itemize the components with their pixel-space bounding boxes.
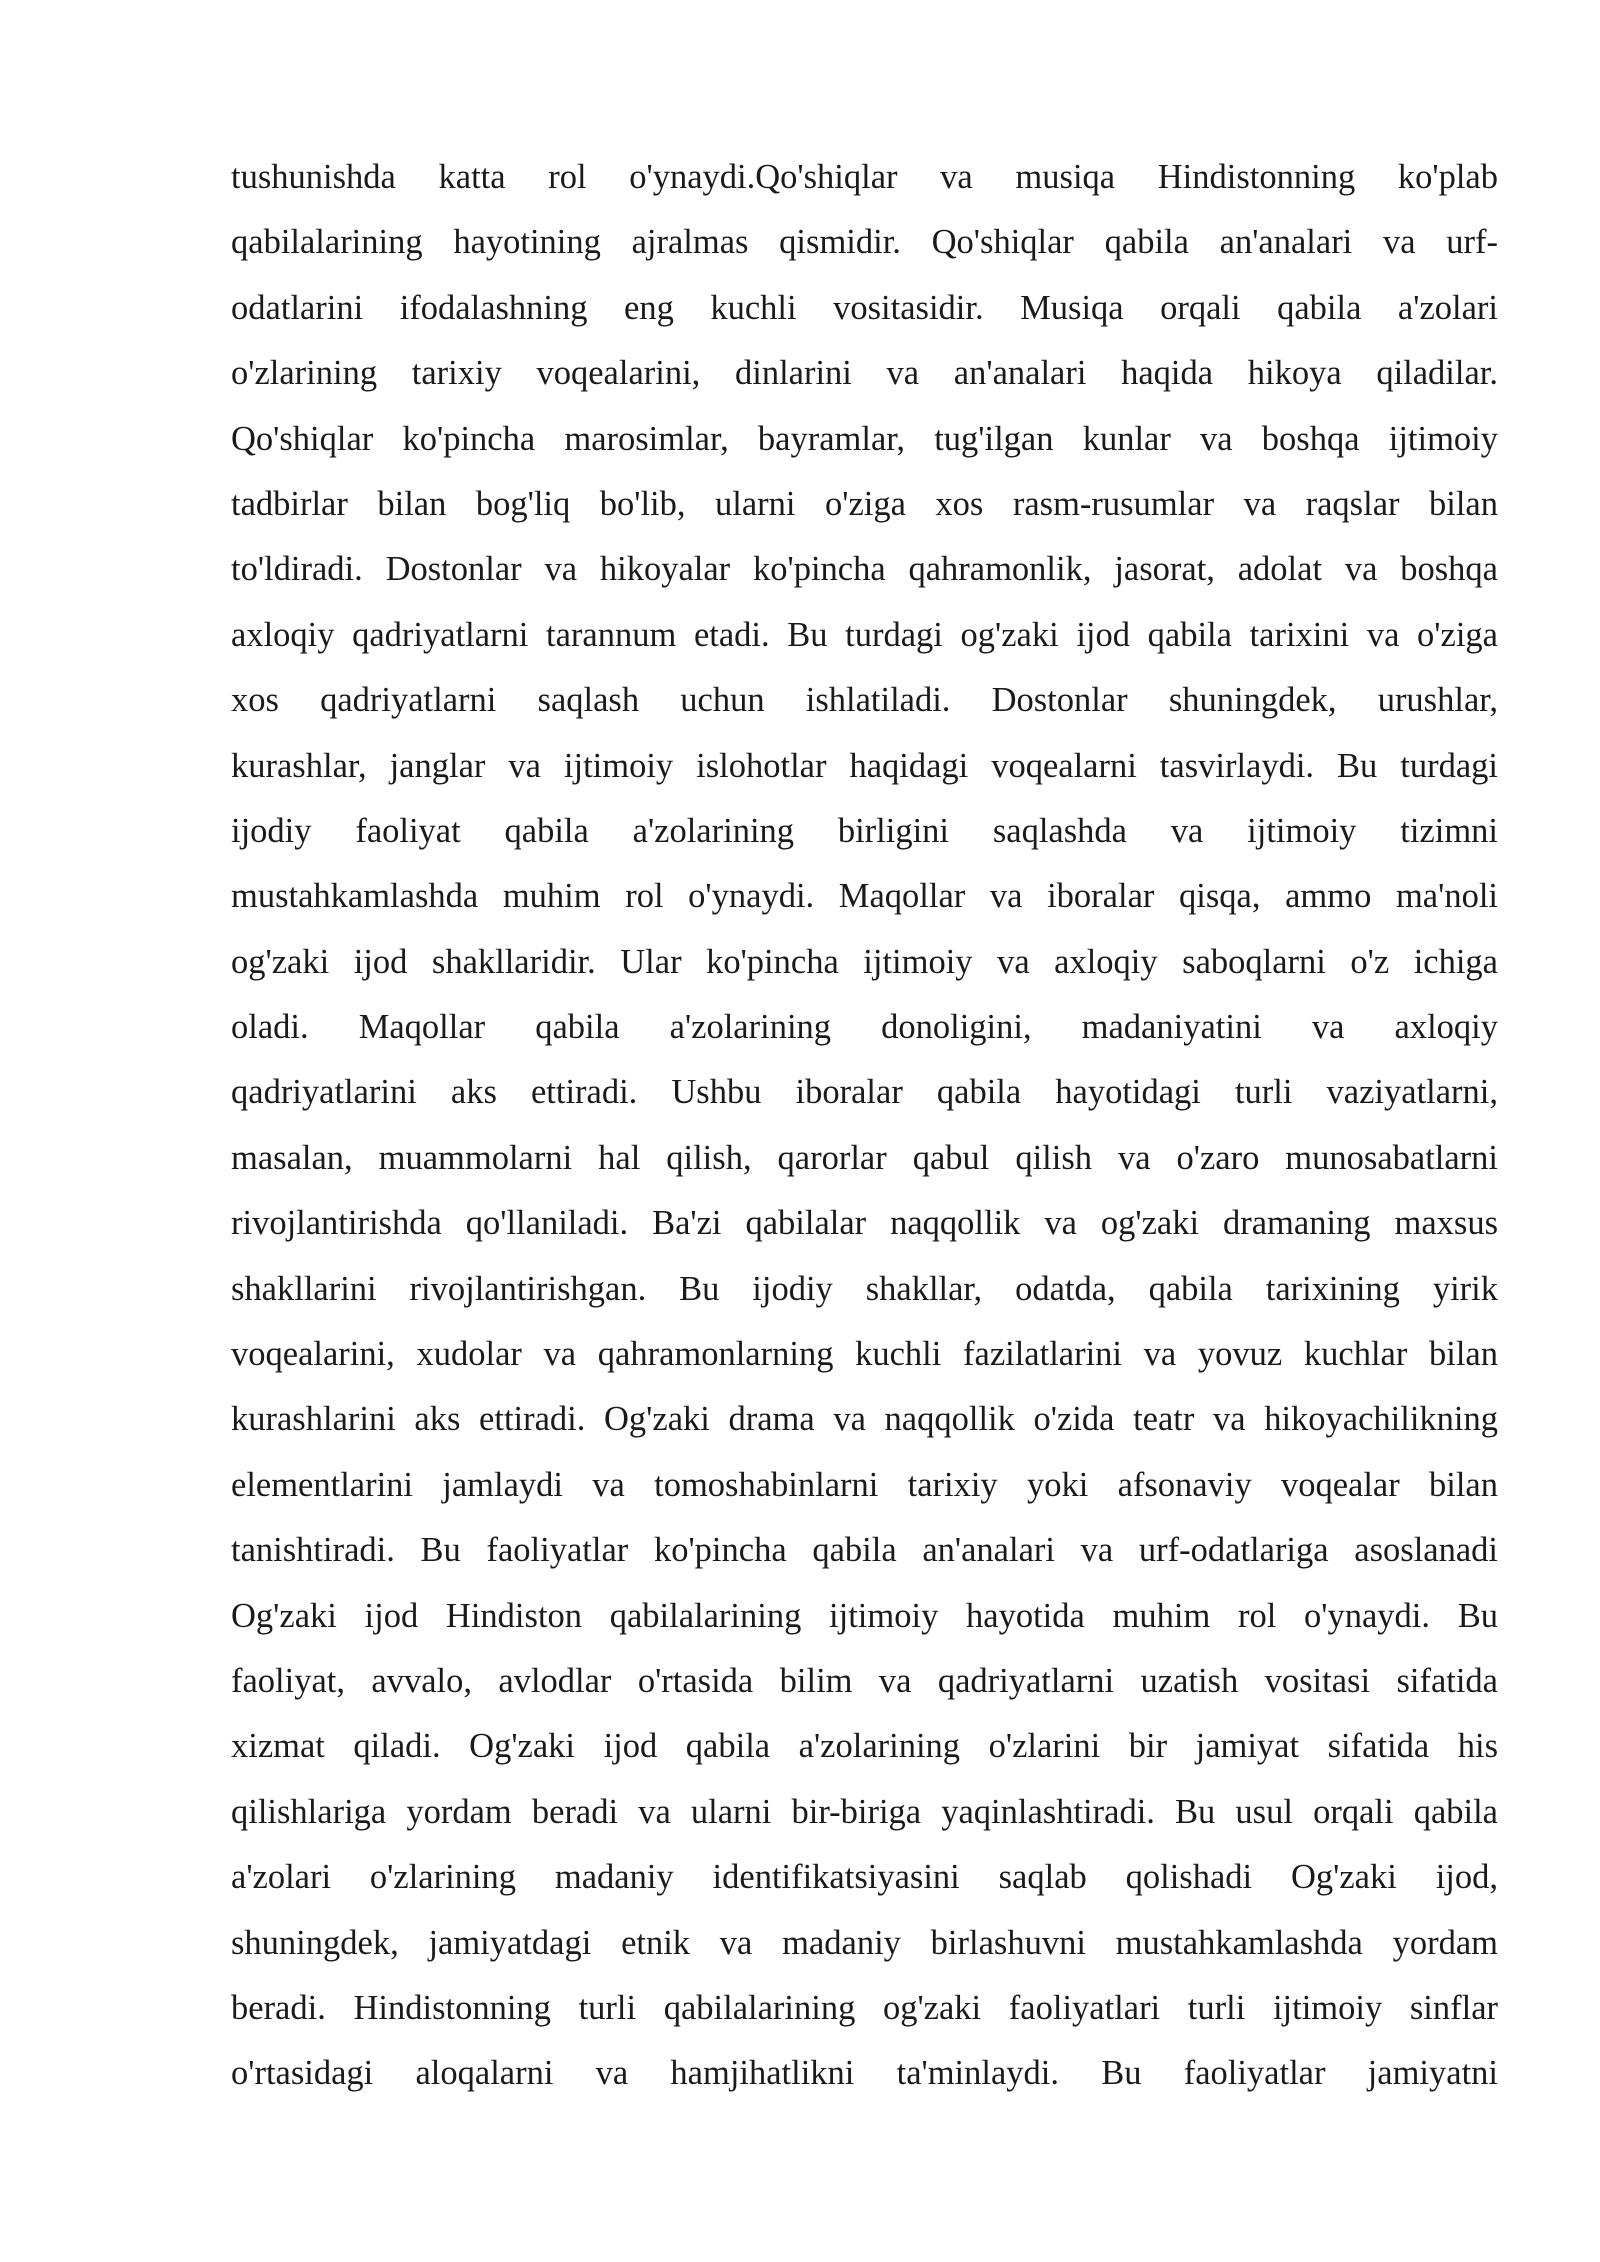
text-line: og'zaki ijod shakllaridir. Ular ko'pincha ijtimoiy va axloqiy saboqlarni o'z ichiga — [231, 942, 1498, 981]
text-line: tanishtiradi. Bu faoliyatlar ko'pincha qabila an'analari va urf-odatlariga asoslanadi — [231, 1531, 1498, 1570]
text-line: odatlarini ifodalashning eng kuchli vositasidir. Musiqa orqali qabila a'zolari — [231, 288, 1498, 327]
text-line: Og'zaki ijod Hindiston qabilalarining ijtimoiy hayotida muhim rol o'ynaydi. Bu — [231, 1596, 1498, 1635]
text-line: shuningdek, jamiyatdagi etnik va madaniy birlashuvni mustahkamlashda yordam — [231, 1923, 1498, 1962]
text-line: to'ldiradi. Dostonlar va hikoyalar ko'pincha qahramonlik, jasorat, adolat va boshqa — [231, 550, 1498, 589]
text-line: faoliyat, avvalo, avlodlar o'rtasida bilim va qadriyatlarni uzatish vositasi sifatida — [231, 1661, 1498, 1700]
text-line: voqealarini, xudolar va qahramonlarning kuchli fazilatlarini va yovuz kuchlar bilan — [231, 1335, 1498, 1374]
text-line: qabilalarining hayotining ajralmas qismidir. Qo'shiqlar qabila an'analari va urf- — [231, 223, 1498, 262]
text-line: tadbirlar bilan bog'liq bo'lib, ularni o'ziga xos rasm-rusumlar va raqslar bilan — [231, 484, 1498, 523]
text-line: o'rtasidagi aloqalarni va hamjihatlikni ta'minlaydi. Bu faoliyatlar jamiyatni — [231, 2054, 1498, 2093]
text-line: kurashlar, janglar va ijtimoiy islohotlar haqidagi voqealarni tasvirlaydi. Bu turdagi — [231, 746, 1498, 785]
text-line: xizmat qiladi. Og'zaki ijod qabila a'zolarining o'zlarini bir jamiyat sifatida his — [231, 1727, 1498, 1766]
text-line: Qo'shiqlar ko'pincha marosimlar, bayramlar, tug'ilgan kunlar va boshqa ijtimoiy — [231, 419, 1498, 458]
text-line: tushunishda katta rol o'ynaydi.Qo'shiqlar va musiqa Hindistonning ko'plab — [231, 158, 1498, 196]
text-line: ijodiy faoliyat qabila a'zolarining birligini saqlashda va ijtimoiy tizimni — [231, 811, 1498, 850]
text-line: axloqiy qadriyatlarni tarannum etadi. Bu turdagi og'zaki ijod qabila tarixini va o'ziga — [231, 615, 1498, 654]
text-line: mustahkamlashda muhim rol o'ynaydi. Maqollar va iboralar qisqa, ammo ma'noli — [231, 877, 1498, 916]
text-line: qadriyatlarini aks ettiradi. Ushbu iboralar qabila hayotidagi turli vaziyatlarni, — [231, 1073, 1498, 1112]
text-line: rivojlantirishda qo'llaniladi. Ba'zi qabilalar naqqollik va og'zaki dramaning maxsus — [231, 1204, 1498, 1243]
text-line: oladi. Maqollar qabila a'zolarining donoligini, madaniyatini va axloqiy — [231, 1008, 1498, 1047]
text-line: masalan, muammolarni hal qilish, qarorlar qabul qilish va o'zaro munosabatlarni — [231, 1138, 1498, 1177]
body-text — [231, 145, 1498, 2107]
text-line: qilishlariga yordam beradi va ularni bir-biriga yaqinlashtiradi. Bu usul orqali qabila — [231, 1792, 1498, 1831]
text-line: a'zolari o'zlarining madaniy identifikatsiyasini saqlab qolishadi Og'zaki ijod, — [231, 1858, 1498, 1897]
text-line: o'zlarining tarixiy voqealarini, dinlarini va an'analari haqida hikoya qiladilar. — [231, 354, 1498, 393]
text-line: shakllarini rivojlantirishgan. Bu ijodiy shakllar, odatda, qabila tarixining yirik — [231, 1269, 1498, 1308]
text-line: xos qadriyatlarni saqlash uchun ishlatiladi. Dostonlar shuningdek, urushlar, — [231, 681, 1498, 720]
text-line: beradi. Hindistonning turli qabilalarining og'zaki faoliyatlari turli ijtimoiy sinflar — [231, 1988, 1498, 2027]
text-line: kurashlarini aks ettiradi. Og'zaki drama va naqqollik o'zida teatr va hikoyachilikning — [231, 1400, 1498, 1439]
text-line: elementlarini jamlaydi va tomoshabinlarni tarixiy yoki afsonaviy voqealar bilan — [231, 1465, 1498, 1504]
